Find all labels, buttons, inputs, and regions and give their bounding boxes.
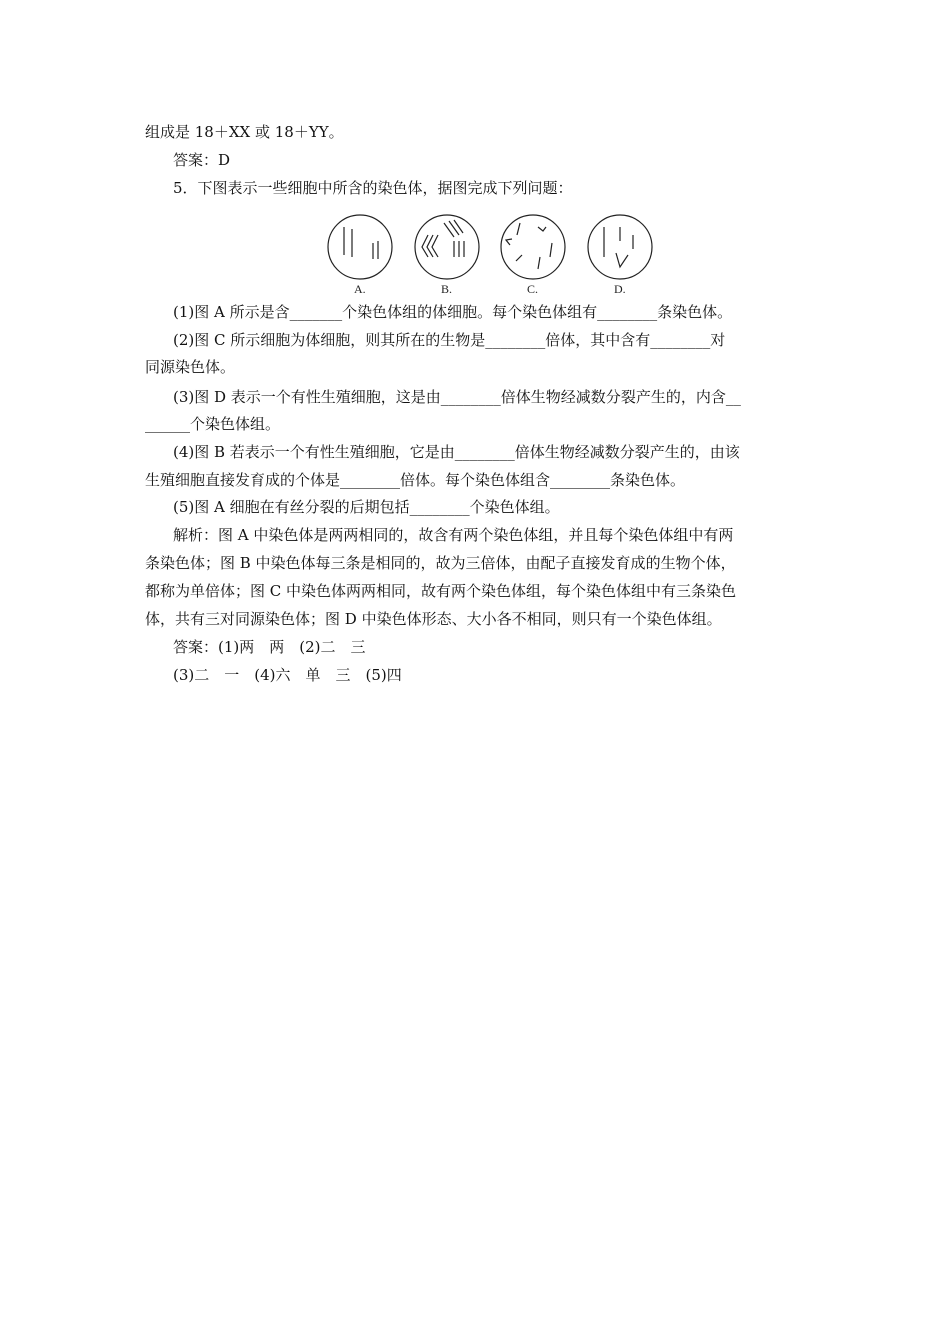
caption-d: D. — [614, 282, 626, 296]
caption-c: C. — [527, 282, 539, 296]
text-line: 答案：D — [173, 151, 231, 169]
answer-line: 答案：(1)两 两 (2)二 三 — [173, 638, 366, 656]
question-3-cont: ______个染色体组。 — [145, 415, 281, 433]
question-4: (4)图 B 若表示一个有性生殖细胞，它是由________倍体生物经减数分裂产生的，由该 — [173, 443, 740, 461]
cell-a — [328, 215, 392, 279]
chromosome-figure — [320, 205, 665, 300]
question-4-cont: 生殖细胞直接发育成的个体是________倍体。每个染色体组含________条染色体。 — [145, 471, 686, 489]
cell-c — [501, 215, 565, 279]
question-2: (2)图 C 所示细胞为体细胞，则其所在的生物是________倍体，其中含有________对 — [173, 331, 726, 349]
cell-d — [588, 215, 652, 279]
explanation-line: 体，共有三对同源染色体；图 D 中染色体形态、大小各不相同，则只有一个染色体组。 — [145, 610, 722, 628]
explanation-line: 条染色体；图 B 中染色体每三条是相同的，故为三倍体，由配子直接发育成的生物个体， — [145, 554, 736, 572]
caption-b: B. — [441, 282, 453, 296]
question-3: (3)图 D 表示一个有性生殖细胞，这是由________倍体生物经减数分裂产生的，内含__ — [173, 388, 741, 406]
question-heading: 5．下图表示一些细胞中所含的染色体，据图完成下列问题： — [173, 179, 573, 197]
explanation-line: 解析：图 A 中染色体是两两相同的，故含有两个染色体组，并且每个染色体组中有两 — [173, 526, 734, 544]
question-1: (1)图 A 所示是含_______个染色体组的体细胞。每个染色体组有________条染色体。 — [173, 303, 733, 321]
question-5: (5)图 A 细胞在有丝分裂的后期包括________个染色体组。 — [173, 498, 560, 516]
explanation-line: 都称为单倍体；图 C 中染色体两两相同，故有两个染色体组，每个染色体组中有三条染色 — [145, 582, 737, 600]
answer-line: (3)二 一 (4)六 单 三 (5)四 — [173, 666, 402, 684]
caption-a: A. — [354, 282, 366, 296]
text-line: 组成是 18＋XX 或 18＋YY。 — [145, 123, 344, 141]
question-2-cont: 同源染色体。 — [145, 358, 236, 376]
chromosome-diagram — [320, 205, 665, 300]
cell-b — [415, 215, 479, 279]
